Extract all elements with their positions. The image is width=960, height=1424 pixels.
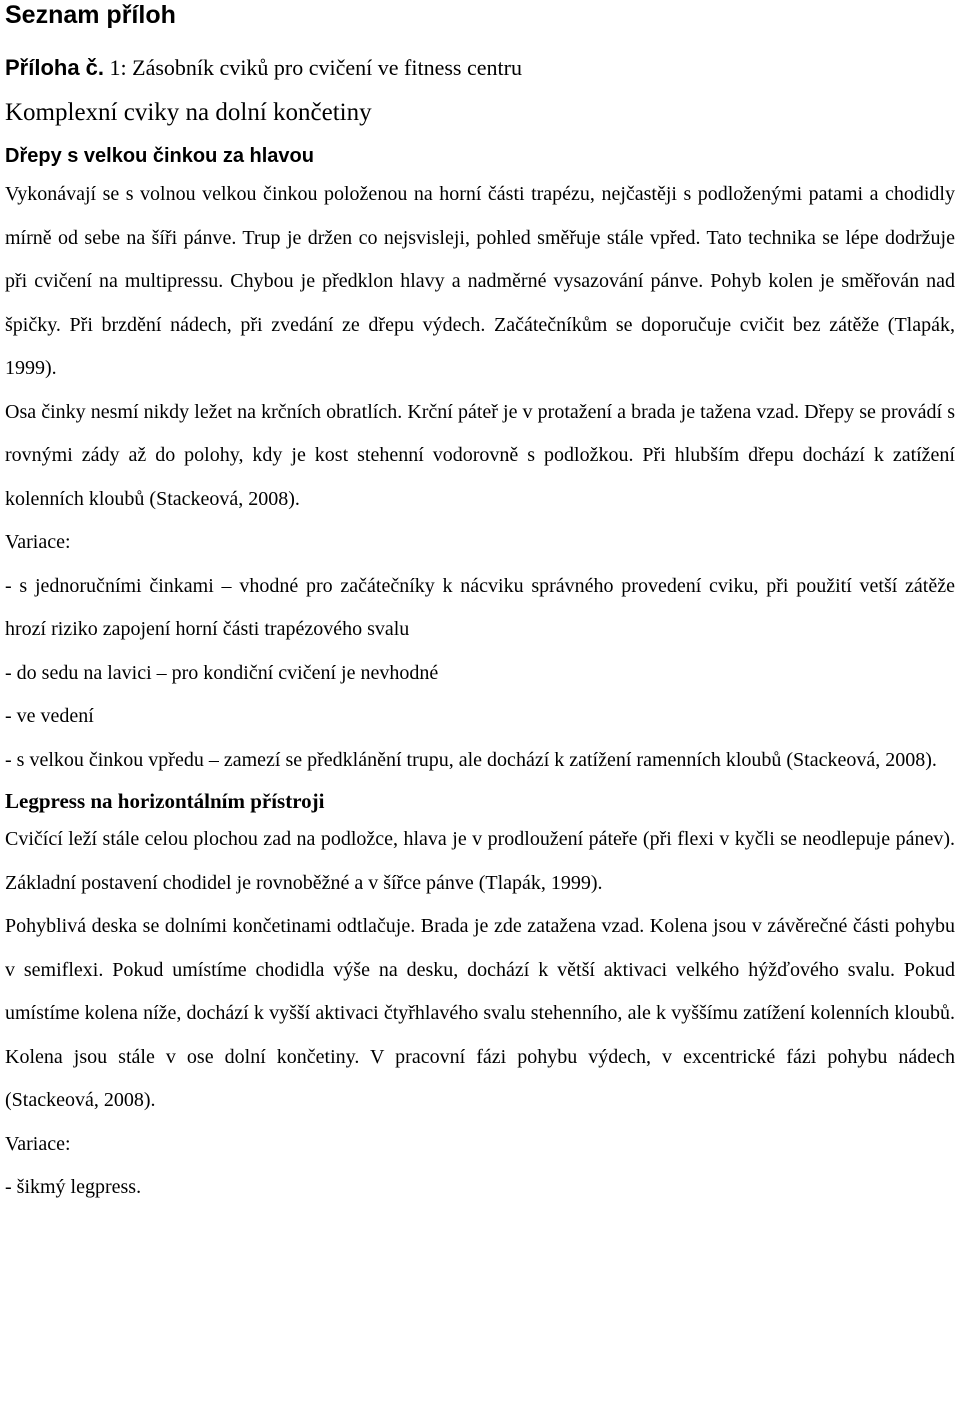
variation-item: - šikmý legpress.	[5, 1176, 142, 1198]
exercise-title-legpress: Legpress na horizontálním přístroji	[5, 789, 325, 813]
section-title: Komplexní cviky na dolní končetiny	[5, 99, 372, 126]
appendix-title: Zásobník cviků pro cvičení ve fitness centru	[132, 55, 522, 80]
appendix-number: 1:	[109, 55, 127, 80]
squats-variations-list	[5, 565, 955, 783]
appendix-line	[5, 54, 955, 82]
page-heading: Seznam příloh	[5, 1, 176, 29]
document-page	[5, 0, 955, 1210]
squats-paragraph-1: Vykonávají se s volnou velkou činkou položenou na horní části trapézu, nejčastěji s podloženými patami a chodidly mírně od sebe na šíři pánve. Trup je držen co nejsvisleji, pohled směřuje stále vpřed. Tato technika se lépe dodržuje při cvičení na multipressu. Chybou je předklon hlavy a nadměrné vysazování pánve. Pohyb kolen je směřován nad špičky. Při brzdění nádech, při zvedání ze dřepu výdech. Začátečníkům se doporučuje cvičit bez zátěže (Tlapák, 1999).	[5, 183, 955, 379]
variation-item: - s velkou činkou vpředu – zamezí se předklánění trupu, ale dochází k zatížení ramenních kloubů (Stackeová, 2008).	[5, 748, 937, 771]
variation-item: - ve vedení	[5, 705, 94, 727]
squats-variations-label: Variace:	[5, 531, 71, 553]
legpress-paragraph-1: Cvičící leží stále celou plochou zad na podložce, hlava je v prodloužení páteře (při flexi v kyčli se neodlepuje pánev). Základní postavení chodidel je rovnoběžné a v šířce pánve (Tlapák, 1999).	[5, 828, 955, 894]
variation-item: - s jednoručními činkami – vhodné pro začátečníky k nácviku správného provedení cviku, při použití vetší zátěže hrozí riziko zapojení horní části trapézového svalu	[5, 574, 955, 640]
appendix-label: Příloha č.	[5, 55, 105, 80]
legpress-variations-list	[5, 1166, 955, 1210]
exercise-title-squats: Dřepy s velkou činkou za hlavou	[5, 145, 314, 167]
legpress-variations-label: Variace:	[5, 1132, 71, 1155]
variation-item: - do sedu na lavici – pro kondiční cvičení je nevhodné	[5, 661, 439, 684]
squats-paragraph-2: Osa činky nesmí nikdy ležet na krčních obratlích. Krční páteř je v protažení a brada je tažena vzad. Dřepy se provádí s rovnými zády až do polohy, kdy je kost stehenní vodorovně s podložkou. Při hlubším dřepu dochází k zatížení kolenních kloubů (Stackeová, 2008).	[5, 400, 955, 510]
legpress-paragraph-2: Pohyblivá deska se dolními končetinami odtlačuje. Brada je zde zatažena vzad. Kolena jsou v závěrečné části pohybu v semiflexi. Pokud umístíme chodidla výše na desku, dochází k větší aktivaci velkého hýžďového svalu. Pokud umístíme kolena níže, dochází k vyšší aktivaci čtyřhlavého svalu stehenního, ale k vyššímu zatížení kolenních kloubů. Kolena jsou stále v ose dolní končetiny. V pracovní fázi pohybu výdech, v excentrické fázi pohybu nádech (Stackeová, 2008).	[5, 915, 955, 1111]
